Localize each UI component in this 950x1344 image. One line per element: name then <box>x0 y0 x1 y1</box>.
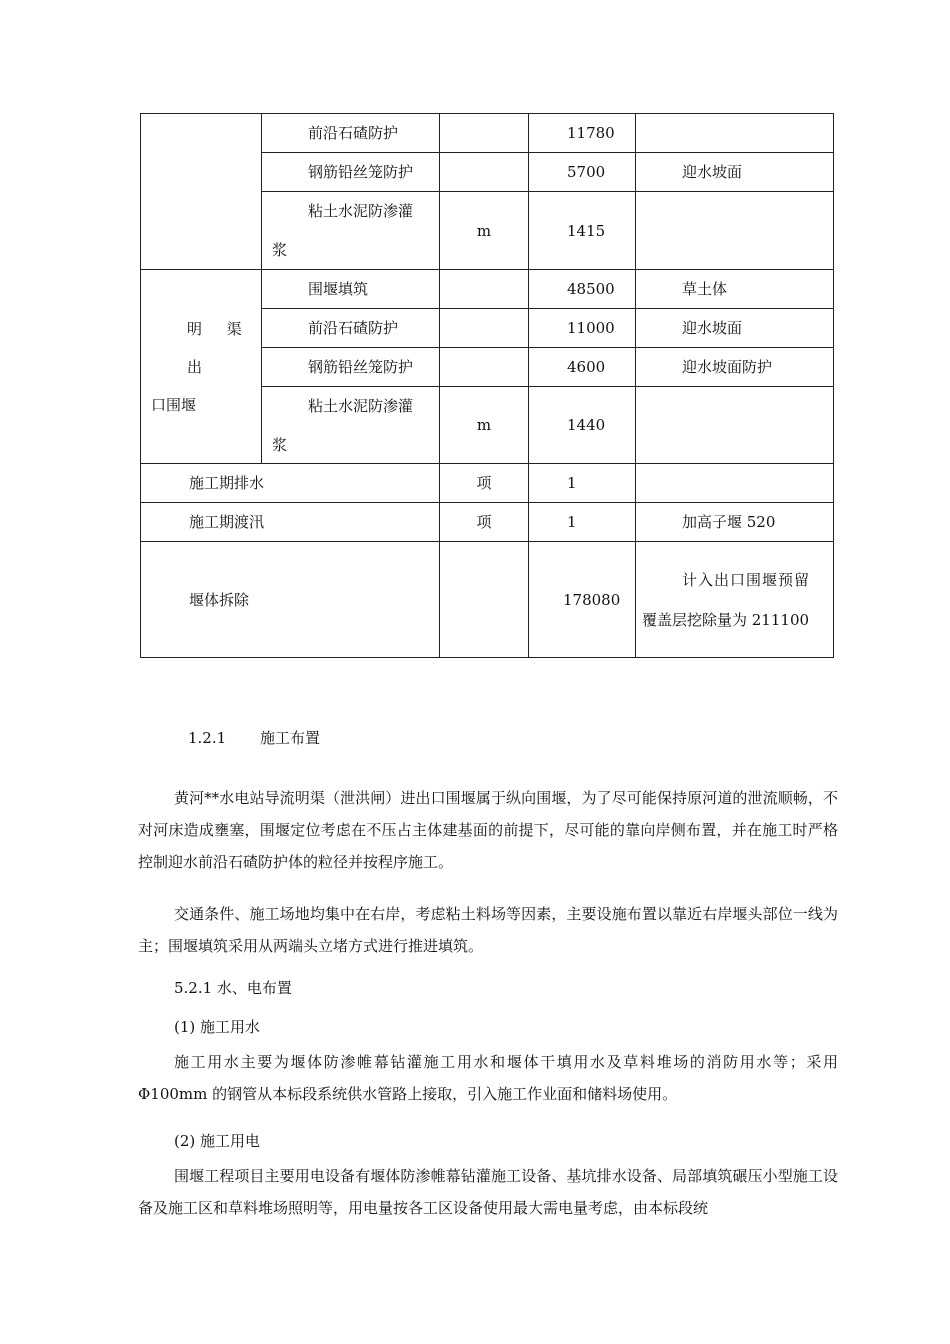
item-cell: 前沿石碴防护 <box>262 114 440 153</box>
unit-cell: m <box>440 192 529 270</box>
qty-cell: 178080 <box>529 542 636 658</box>
paragraph: 围堰工程项目主要用电设备有堰体防渗帷幕钻灌施工设备、基坑排水设备、局部填筑碾压小型施工设备及施工区和草料堆场照明等，用电量按各工区设备使用最大需电量考虑，由本标段统 <box>138 1167 838 1217</box>
paragraph: 施工用水主要为堰体防渗帷幕钻灌施工用水和堰体干填用水及草料堆场的消防用水等；采用Φ100mm 的钢管从本标段系统供水管路上接取，引入施工作业面和储料场使用。 <box>138 1053 838 1103</box>
unit-cell: 项 <box>440 503 529 542</box>
unit-cell <box>440 309 529 348</box>
item-line: 浆 <box>272 435 288 454</box>
qty-cell: 1 <box>529 464 636 503</box>
item-title: (1) 施工用水 <box>174 1018 261 1036</box>
note-cell: 加高子堰 520 <box>636 503 834 542</box>
note-cell <box>636 542 834 658</box>
item-line: 浆 <box>272 241 288 259</box>
paragraph: 交通条件、施工场地均集中在右岸，考虑粘土料场等因素，主要设施布置以靠近右岸堰头部位一线为主；围堰填筑采用从两端头立堵方式进行推进填筑。 <box>138 905 838 955</box>
item-cell: 钢筋铅丝笼防护 <box>262 348 440 387</box>
section-title: 施工布置 <box>260 729 321 747</box>
table-row <box>141 114 834 153</box>
section-number: 1.2.1 <box>188 729 227 747</box>
item-line: 粘土水泥防渗灌 <box>308 396 414 415</box>
category-cell <box>141 270 262 464</box>
note-line: 计入出口围堰预留 <box>682 570 811 589</box>
note-cell: 迎水坡面防护 <box>636 348 834 387</box>
category-cell <box>141 114 262 270</box>
note-cell <box>636 387 834 464</box>
note-cell: 迎水坡面 <box>636 153 834 192</box>
category-line: 口围堰 <box>151 395 197 414</box>
item-cell: 前沿石碴防护 <box>262 309 440 348</box>
qty-cell: 11780 <box>529 114 636 153</box>
note-cell: 迎水坡面 <box>636 309 834 348</box>
qty-cell: 11000 <box>529 309 636 348</box>
qty-cell: 1415 <box>529 192 636 270</box>
table-row <box>141 503 834 542</box>
item-cell <box>262 192 440 270</box>
item-line: 粘土水泥防渗灌 <box>308 202 414 220</box>
note-line: 覆盖层挖除量为 211100 <box>642 610 810 629</box>
note-cell <box>636 464 834 503</box>
unit-cell <box>440 542 529 658</box>
qty-cell: 5700 <box>529 153 636 192</box>
qty-cell: 48500 <box>529 270 636 309</box>
table-row <box>141 270 834 309</box>
item-cell: 钢筋铅丝笼防护 <box>262 153 440 192</box>
qty-cell: 1440 <box>529 387 636 464</box>
note-cell: 草土体 <box>636 270 834 309</box>
item-cell: 堰体拆除 <box>141 542 440 658</box>
item-cell: 施工期排水 <box>141 464 440 503</box>
section-heading <box>188 727 320 748</box>
unit-cell: 项 <box>440 464 529 503</box>
item-title: (2) 施工用电 <box>174 1132 261 1150</box>
paragraph: 黄河**水电站导流明渠（泄洪闸）进出口围堰属于纵向围堰，为了尽可能保持原河道的泄流顺畅，不对河床造成壅塞，围堰定位考虑在不压占主体建基面的前提下，尽可能的靠向岸侧布置，并在施工时严格控制迎水前沿石碴防护体的粒径并按程序施工。 <box>138 789 838 871</box>
unit-cell <box>440 114 529 153</box>
quantity-table <box>140 113 834 658</box>
sub-heading: 5.2.1 水、电布置 <box>174 979 292 997</box>
qty-cell: 1 <box>529 503 636 542</box>
note-cell <box>636 192 834 270</box>
category-line: 明 渠 出 <box>187 319 252 376</box>
table-row <box>141 542 834 658</box>
table-row <box>141 464 834 503</box>
unit-cell <box>440 348 529 387</box>
note-cell <box>636 114 834 153</box>
item-cell <box>262 387 440 464</box>
unit-cell: m <box>440 387 529 464</box>
unit-cell <box>440 270 529 309</box>
unit-cell <box>440 153 529 192</box>
qty-cell: 4600 <box>529 348 636 387</box>
item-cell: 围堰填筑 <box>262 270 440 309</box>
item-cell: 施工期渡汛 <box>141 503 440 542</box>
